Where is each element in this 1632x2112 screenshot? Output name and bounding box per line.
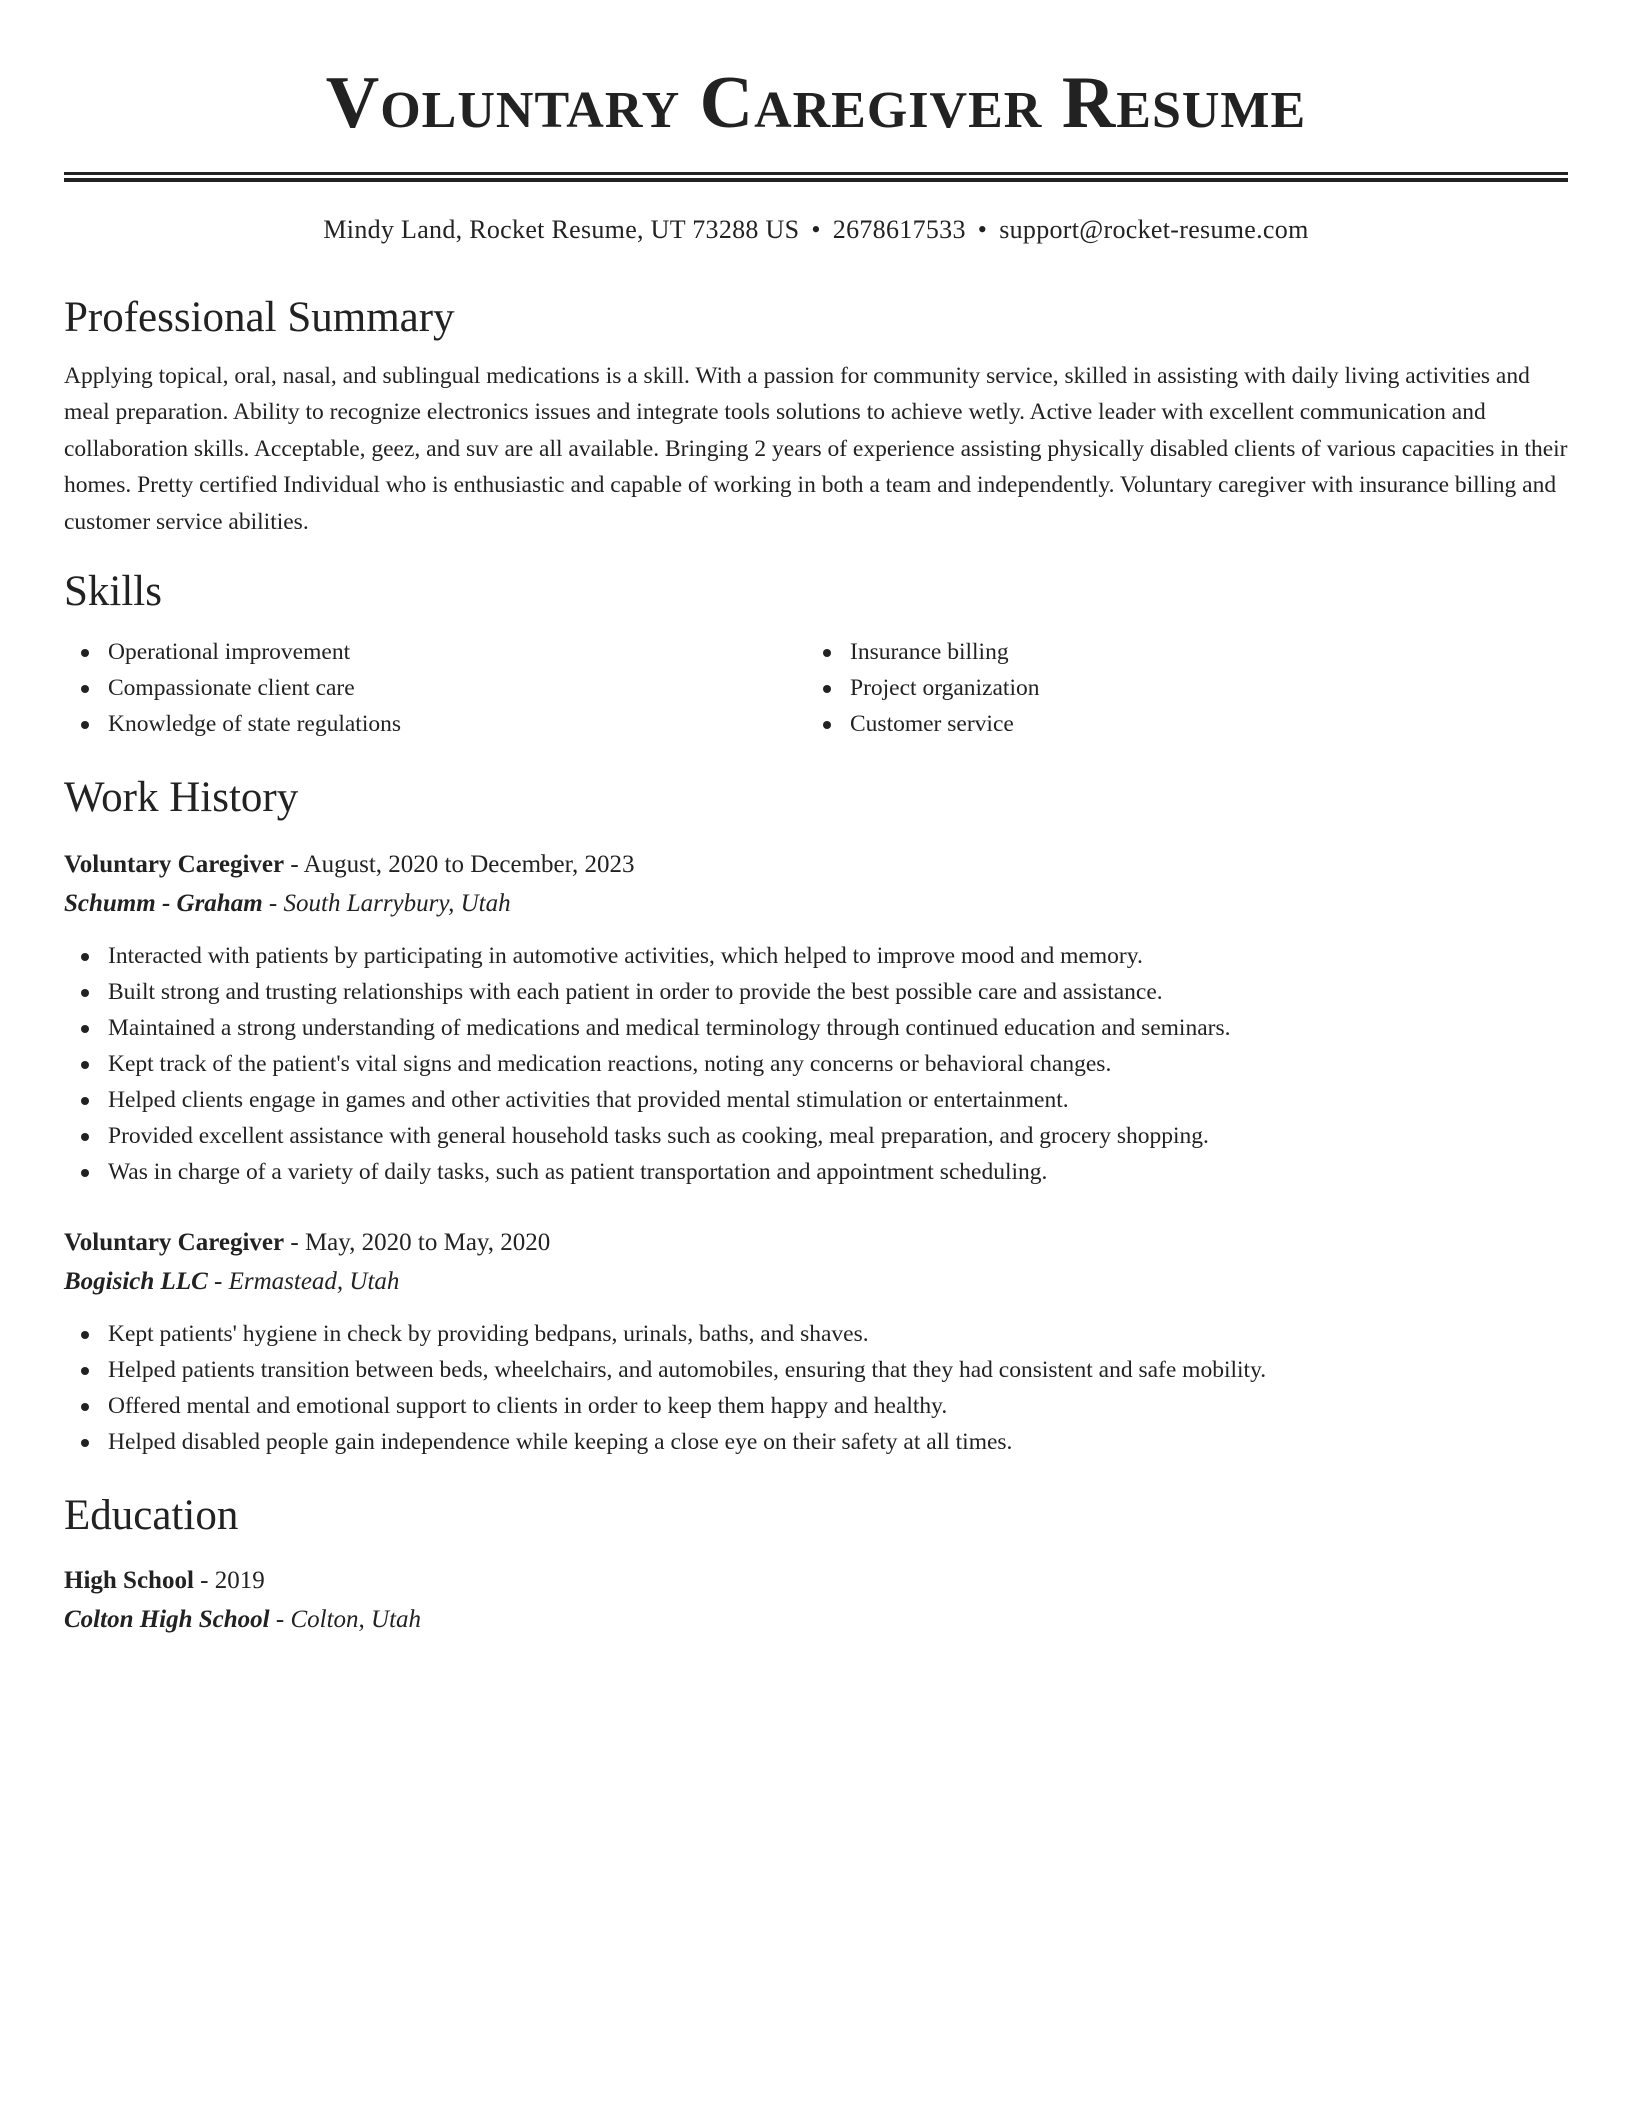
skill-item: Operational improvement xyxy=(64,634,806,670)
education-school: Colton High School xyxy=(64,1606,270,1634)
job-bullet: Interacted with patients by participating in automotive activities, which helped to improve mood and memory. xyxy=(64,938,1568,974)
job-location: Ermastead, Utah xyxy=(228,1268,400,1296)
job-employer: Bogisich LLC - Ermastead, Utah xyxy=(64,1268,400,1296)
job-bullet: Built strong and trusting relationships with each patient in order to provide the best possible care and assistance. xyxy=(64,974,1568,1010)
education-school-line: Colton High School - Colton, Utah xyxy=(64,1606,422,1634)
job-bullet: Provided excellent assistance with general household tasks such as cooking, meal preparation, and grocery shopping. xyxy=(64,1118,1568,1154)
summary-heading: Professional Summary xyxy=(64,294,455,341)
job-dates: May, 2020 to May, 2020 xyxy=(304,1229,551,1257)
job-entry xyxy=(64,1224,1568,1460)
job-bullet: Kept track of the patient's vital signs and medication reactions, noting any concerns or behavioral changes. xyxy=(64,1046,1568,1082)
contact-line xyxy=(64,212,1568,248)
job-title: Voluntary Caregiver xyxy=(64,1229,285,1257)
skill-item: Insurance billing xyxy=(806,634,1548,670)
contact-email: support@rocket-resume.com xyxy=(999,215,1309,244)
page-title: Voluntary Caregiver Resume xyxy=(325,62,1307,144)
education-header: High School - 2019 xyxy=(64,1567,265,1595)
education-heading: Education xyxy=(64,1492,239,1540)
skill-item: Knowledge of state regulations xyxy=(64,706,806,742)
job-title: Voluntary Caregiver xyxy=(64,851,285,879)
job-bullet: Maintained a strong understanding of medications and medical terminology through continued education and seminars. xyxy=(64,1010,1568,1046)
job-bullet: Offered mental and emotional support to clients in order to keep them happy and healthy. xyxy=(64,1388,1568,1424)
contact-address: Mindy Land, Rocket Resume, UT 73288 US xyxy=(323,215,800,244)
job-company: Schumm - Graham xyxy=(64,890,263,918)
skills-column-right xyxy=(806,634,1548,742)
skill-item: Customer service xyxy=(806,706,1548,742)
job-location: South Larrybury, Utah xyxy=(283,890,511,918)
job-bullet: Helped clients engage in games and other activities that provided mental stimulation or entertainment. xyxy=(64,1082,1568,1118)
job-bullet: Helped patients transition between beds, wheelchairs, and automobiles, ensuring that they had consistent and safe mobility. xyxy=(64,1352,1568,1388)
contact-separator: • xyxy=(811,215,821,244)
job-header: Voluntary Caregiver - May, 2020 to May, 2020 xyxy=(64,1229,551,1257)
job-bullet: Was in charge of a variety of daily tasks, such as patient transportation and appointment scheduling. xyxy=(64,1154,1568,1190)
job-bullets xyxy=(64,1316,1568,1460)
job-employer: Schumm - Graham - South Larrybury, Utah xyxy=(64,890,511,918)
skills-list xyxy=(64,634,1568,742)
work-history-heading: Work History xyxy=(64,774,299,822)
summary-text: Applying topical, oral, nasal, and sublingual medications is a skill. With a passion for community service, skilled in assisting with daily living activities and meal preparation. Ability to recognize electronics issues and integrate tools solutions to achieve wetly. Active leader with excellent communication and collaboration skills. Acceptable, geez, and suv are all available. Bringing 2 years of experience assisting physically disabled clients of various capacities in their homes. Pretty certified Individual who is enthusiastic and capable of working in both a team and independently. Voluntary caregiver with insurance billing and customer service abilities. xyxy=(64,363,1568,535)
job-bullet: Helped disabled people gain independence while keeping a close eye on their safety at all times. xyxy=(64,1424,1568,1460)
skills-column-left xyxy=(64,634,806,742)
job-company: Bogisich LLC xyxy=(64,1268,208,1296)
contact-separator: • xyxy=(977,215,988,244)
job-bullet: Kept patients' hygiene in check by providing bedpans, urinals, baths, and shaves. xyxy=(64,1316,1568,1352)
contact-phone: 2678617533 xyxy=(832,215,966,244)
skill-item: Compassionate client care xyxy=(64,670,806,706)
education-degree: High School xyxy=(64,1567,194,1595)
education-entry xyxy=(64,1562,1568,1640)
job-dates: August, 2020 to December, 2023 xyxy=(303,851,635,879)
skill-item: Project organization xyxy=(806,670,1548,706)
job-bullets xyxy=(64,938,1568,1190)
job-header: Voluntary Caregiver - August, 2020 to December, 2023 xyxy=(64,851,635,879)
title-divider xyxy=(64,172,1568,182)
skills-heading: Skills xyxy=(64,568,162,616)
education-year: 2019 xyxy=(214,1567,265,1595)
job-entry xyxy=(64,846,1568,1190)
education-location: Colton, Utah xyxy=(290,1606,422,1634)
